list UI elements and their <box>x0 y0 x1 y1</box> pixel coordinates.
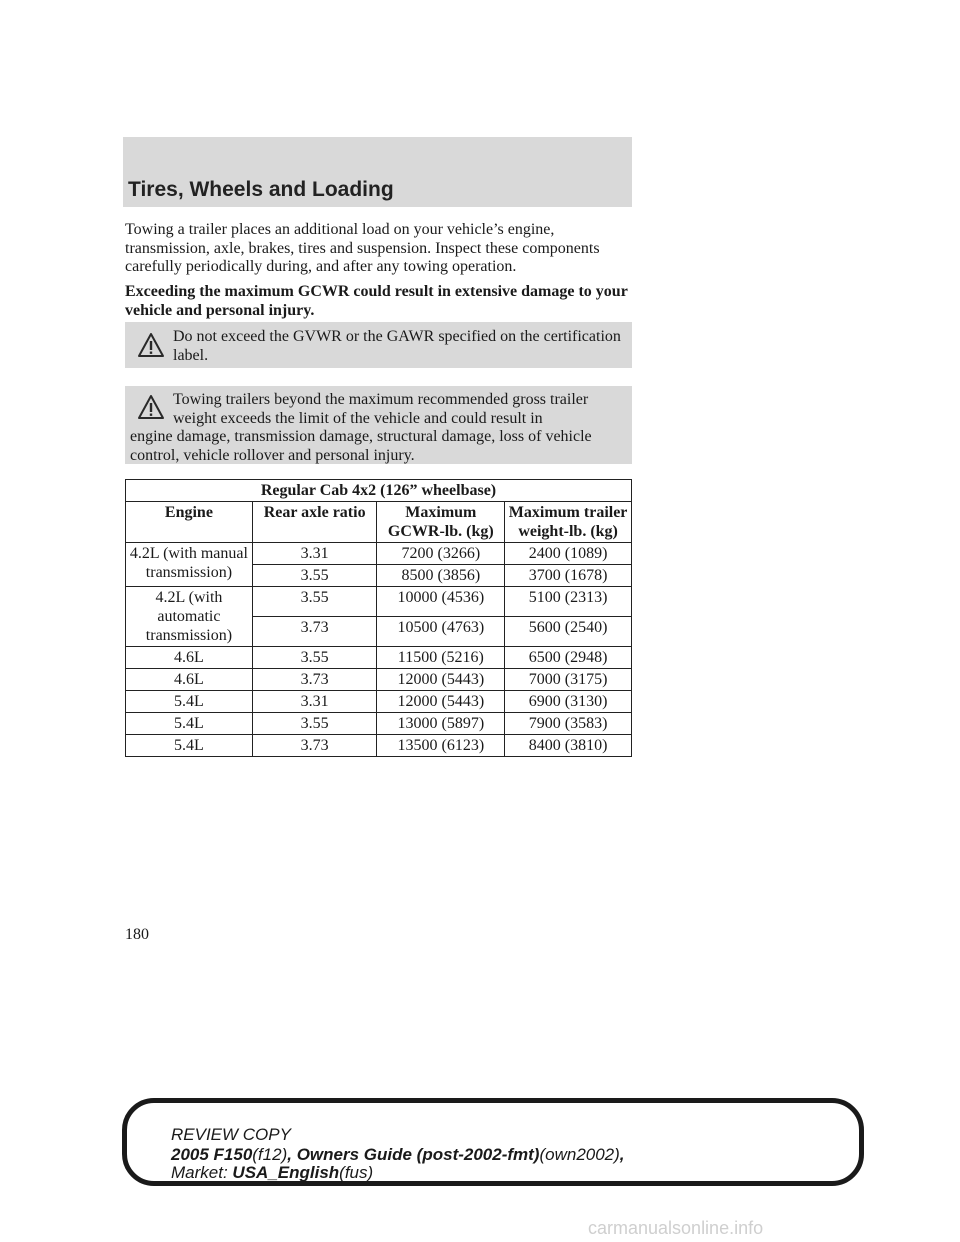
warning-text-gvwr: Do not exceed the GVWR or the GAWR specified on the certification label. <box>173 328 621 364</box>
gcwr-cell: 13500 (6123) <box>377 735 505 757</box>
gcwr-warning-paragraph: Exceeding the maximum GCWR could result in extensive damage to your vehicle and personal injury. <box>125 283 628 319</box>
column-header-axle-ratio: Rear axle ratio <box>252 502 377 543</box>
axle-ratio-cell: 3.73 <box>252 669 377 691</box>
document-info-line <box>171 1145 625 1165</box>
trailer-weight-cell: 5100 (2313) <box>505 587 632 617</box>
gcwr-cell: 7200 (3266) <box>377 543 505 565</box>
column-header-engine: Engine <box>126 502 253 543</box>
trailer-weight-cell: 7000 (3175) <box>505 669 632 691</box>
warning-text-trailer-rest: engine damage, transmission damage, structural damage, loss of vehicle control, vehicle rollover and personal injury. <box>130 428 592 464</box>
trailer-weight-cell: 6900 (3130) <box>505 691 632 713</box>
warning-triangle-icon <box>137 394 165 420</box>
market-line <box>171 1163 373 1183</box>
engine-cell: 4.2L (with manual transmission) <box>126 543 253 587</box>
table-row <box>126 543 632 565</box>
table-row <box>126 587 632 617</box>
guide-name: , Owners Guide (post-2002-fmt) <box>287 1145 540 1164</box>
trailer-weight-cell: 7900 (3583) <box>505 713 632 735</box>
column-header-trailer-weight: Maximum trailer weight-lb. (kg) <box>505 502 632 543</box>
market-code: (fus) <box>339 1163 374 1182</box>
guide-code: (own2002) <box>539 1145 620 1164</box>
model-code: (f12) <box>252 1145 288 1164</box>
table-row <box>126 713 632 735</box>
gcwr-cell: 11500 (5216) <box>377 647 505 669</box>
trailer-weight-cell: 2400 (1089) <box>505 543 632 565</box>
watermark: carmanualsonline.info <box>588 1218 764 1238</box>
axle-ratio-cell: 3.31 <box>252 543 377 565</box>
table-row <box>126 647 632 669</box>
gcwr-cell: 12000 (5443) <box>377 691 505 713</box>
trailer-weight-cell: 5600 (2540) <box>505 617 632 647</box>
table-row <box>126 669 632 691</box>
intro-paragraph: Towing a trailer places an additional load on your vehicle’s engine, transmission, axle, brakes, tires and suspension. Inspect these components carefully periodically during, and after any towing operation. <box>125 221 600 275</box>
engine-cell: 5.4L <box>126 735 253 757</box>
comma: , <box>619 1145 625 1164</box>
axle-ratio-cell: 3.31 <box>252 691 377 713</box>
engine-cell: 4.6L <box>126 647 253 669</box>
gcwr-cell: 13000 (5897) <box>377 713 505 735</box>
gcwr-cell: 12000 (5443) <box>377 669 505 691</box>
warning-box-trailer-weight <box>125 386 632 464</box>
engine-cell: 5.4L <box>126 691 253 713</box>
review-copy-label: REVIEW COPY <box>171 1125 291 1144</box>
axle-ratio-cell: 3.55 <box>252 713 377 735</box>
trailer-weight-cell: 3700 (1678) <box>505 565 632 587</box>
market-name: USA_English <box>232 1163 340 1182</box>
table-caption: Regular Cab 4x2 (126” wheelbase) <box>126 480 632 502</box>
table-row <box>126 691 632 713</box>
warning-box-gvwr <box>125 322 632 368</box>
engine-cell: 4.6L <box>126 669 253 691</box>
gcwr-cell: 10000 (4536) <box>377 587 505 617</box>
model-name: 2005 F150 <box>171 1145 253 1164</box>
towing-table <box>125 479 632 757</box>
warning-triangle-icon <box>137 332 165 358</box>
section-title: Tires, Wheels and Loading <box>128 178 394 201</box>
axle-ratio-cell: 3.55 <box>252 587 377 617</box>
axle-ratio-cell: 3.73 <box>252 735 377 757</box>
trailer-weight-cell: 8400 (3810) <box>505 735 632 757</box>
gcwr-cell: 10500 (4763) <box>377 617 505 647</box>
market-label: Market: <box>171 1163 228 1182</box>
engine-cell: 4.2L (with automatic transmission) <box>126 587 253 647</box>
trailer-weight-cell: 6500 (2948) <box>505 647 632 669</box>
axle-ratio-cell: 3.55 <box>252 565 377 587</box>
engine-cell: 5.4L <box>126 713 253 735</box>
axle-ratio-cell: 3.73 <box>252 617 377 647</box>
gcwr-cell: 8500 (3856) <box>377 565 505 587</box>
page-number: 180 <box>125 926 149 943</box>
review-copy-box <box>122 1098 864 1186</box>
warning-text-trailer-first: Towing trailers beyond the maximum recommended gross trailer weight exceeds the limit of the vehicle and could result in <box>173 391 589 427</box>
axle-ratio-cell: 3.55 <box>252 647 377 669</box>
table-row <box>126 735 632 757</box>
column-header-gcwr: Maximum GCWR-lb. (kg) <box>377 502 505 543</box>
